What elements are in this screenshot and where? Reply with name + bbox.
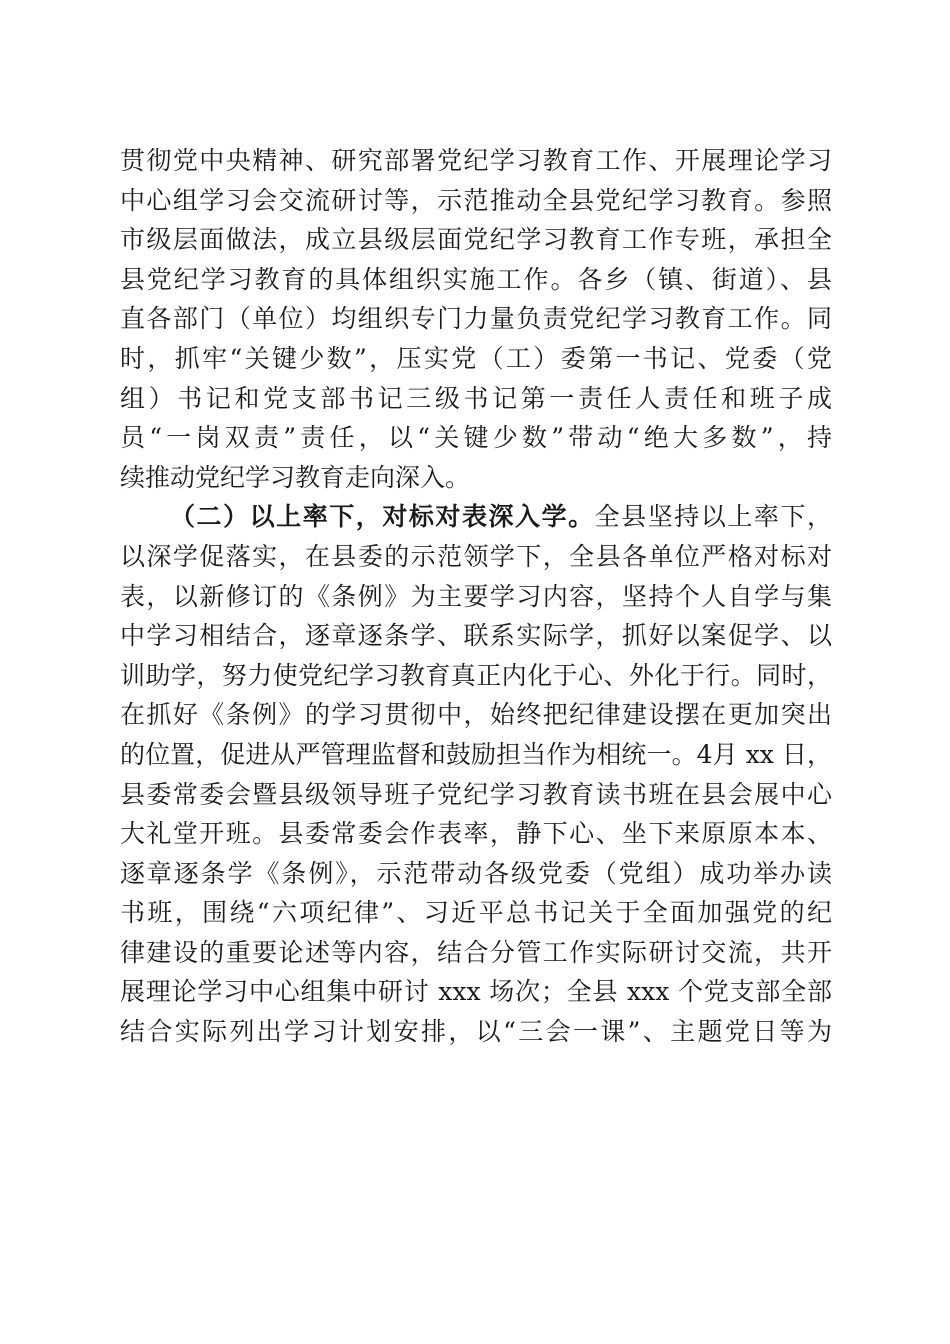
- paragraph-line: 直各部门（单位）均组织专门力量负责党纪学习教育工作。同: [120, 304, 832, 334]
- paragraph-line: 大礼堂开班。县委常委会作表率，静下心、坐下来原原本本、: [120, 819, 832, 849]
- heading-continuation: 全县坚持以上率下，: [594, 502, 832, 532]
- section-heading: （二）以上率下，对标对表深入学。: [170, 502, 595, 532]
- paragraph-line: 在抓好《条例》的学习贯彻中，始终把纪律建设摆在更加突出: [120, 700, 832, 730]
- paragraph-first-line: [120, 497, 832, 537]
- paragraph-line: 书班，围绕“六项纪律”、习近平总书记关于全面加强党的纪: [120, 898, 832, 928]
- body-text: [120, 141, 832, 1052]
- paragraph-line: 的位置，促进从严管理监督和鼓励担当作为相统一。4月 xx 日，: [120, 739, 832, 769]
- paragraph-2: [120, 497, 832, 1051]
- paragraph-1: [120, 141, 832, 497]
- paragraph-line: 律建设的重要论述等内容，结合分管工作实际研讨交流，共开: [120, 937, 832, 967]
- paragraph-line: 市级层面做法，成立县级层面党纪学习教育工作专班，承担全: [120, 225, 832, 255]
- paragraph-line: 员“一岗双责”责任，以“关键少数”带动“绝大多数”，持: [120, 423, 832, 453]
- paragraph-line: 中心组学习会交流研讨等，示范推动全县党纪学习教育。参照: [120, 185, 832, 215]
- paragraph-line: 续推动党纪学习教育走向深入。: [120, 462, 471, 492]
- paragraph-line: 时，抓牢“关键少数”，压实党（工）委第一书记、党委（党: [120, 343, 832, 373]
- paragraph-line: 县党纪学习教育的具体组织实施工作。各乡（镇、街道）、县: [120, 264, 832, 294]
- paragraph-line: 表，以新修订的《条例》为主要学习内容，坚持个人自学与集: [120, 581, 832, 611]
- paragraph-line: 结合实际列出学习计划安排，以“三会一课”、主题党日等为: [120, 1017, 832, 1047]
- paragraph-line: 县委常委会暨县级领导班子党纪学习教育读书班在县会展中心: [120, 779, 832, 809]
- paragraph-line: 贯彻党中央精神、研究部署党纪学习教育工作、开展理论学习: [120, 146, 832, 175]
- paragraph-line: 展理论学习中心组集中研讨 xxx 场次；全县 xxx 个党支部全部: [120, 977, 832, 1007]
- paragraph-line: 组）书记和党支部书记三级书记第一责任人责任和班子成: [120, 383, 832, 413]
- paragraph-line: 逐章逐条学《条例》，示范带动各级党委（党组）成功举办读: [120, 858, 832, 888]
- paragraph-line: 训助学，努力使党纪学习教育真正内化于心、外化于行。同时，: [120, 660, 832, 690]
- paragraph-line: 以深学促落实，在县委的示范领学下，全县各单位严格对标对: [120, 541, 832, 571]
- paragraph-line: 中学习相结合，逐章逐条学、联系实际学，抓好以案促学、以: [120, 621, 832, 651]
